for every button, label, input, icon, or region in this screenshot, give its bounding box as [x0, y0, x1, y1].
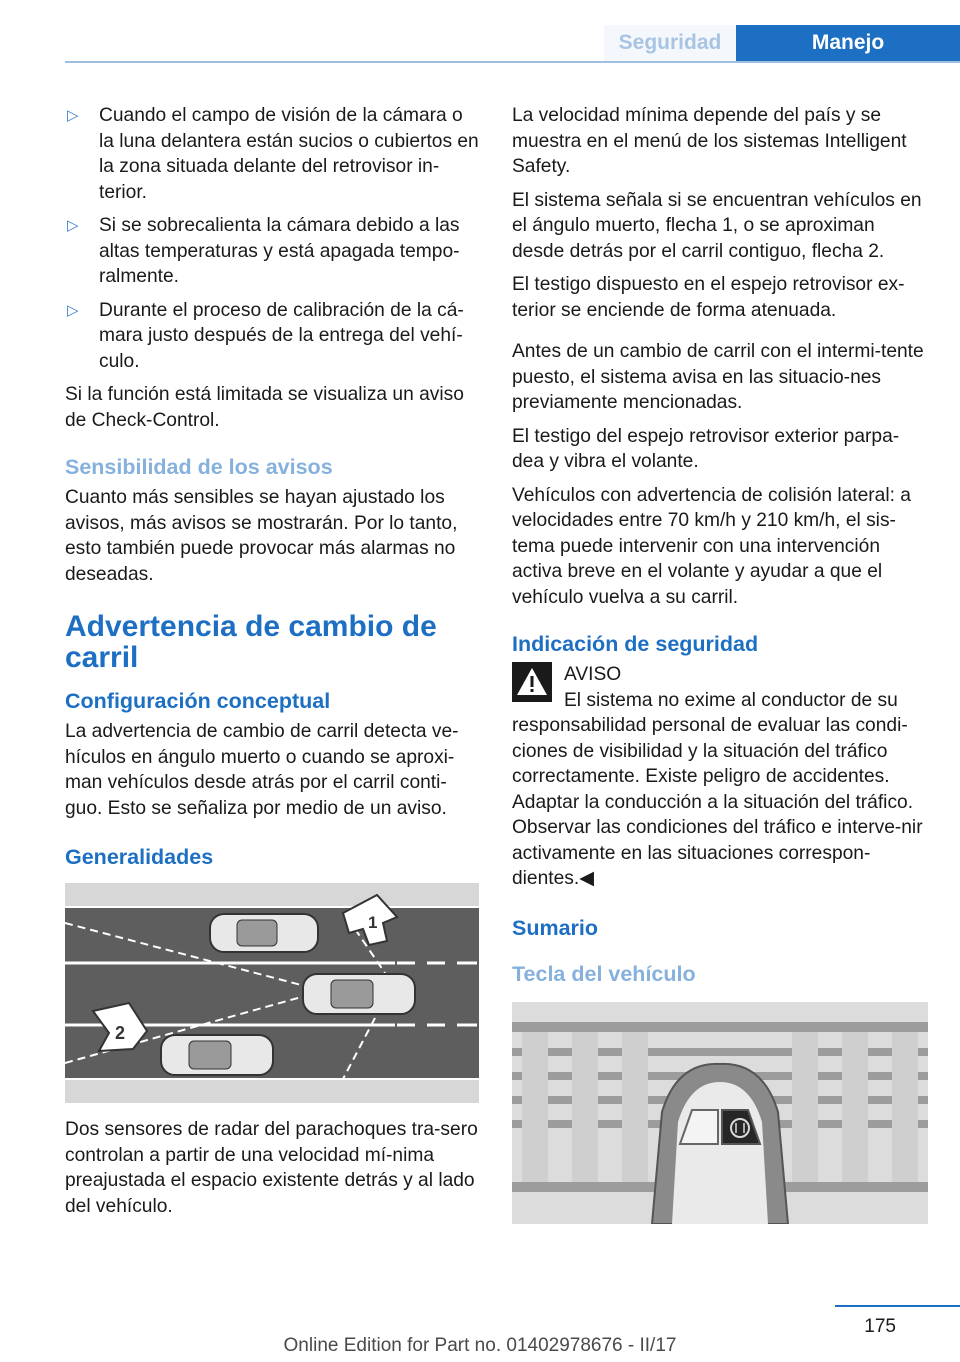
radar-text: Dos sensores de radar del parachoques tra‐sero controlan a partir de una velocidad mí‐nima preajustada el espacio existente detrás y al lado del vehículo. [65, 1119, 478, 1217]
triangle-bullet-icon: ▷ [67, 217, 79, 234]
arrow-2-label: 2 [115, 1023, 126, 1043]
list-item [65, 103, 479, 205]
footer-divider [835, 1305, 960, 1307]
warning-text-first: El sistema no exime al conductor de su [564, 689, 898, 711]
arrow-1-label: 1 [368, 913, 378, 932]
triangle-bullet-icon: ▷ [67, 301, 79, 319]
lane-change-diagram [65, 883, 479, 1103]
paragraph: El testigo del espejo retrovisor exterior parpa‐dea y vibra el volante. [512, 425, 900, 472]
car-icon [210, 914, 318, 952]
bullet-text: Si se sobrecalienta la cámara debido a las altas temperaturas y está apagada tempo‐ralmente. [99, 215, 460, 287]
bullet-text: Cuando el campo de visión de la cámara o la luna delantera están sucios o cubiertos en la zona situada delante del retrovisor in‐terior. [99, 105, 479, 203]
edition-footer: Online Edition for Part no. 01402978676 - II/17 [283, 1335, 677, 1356]
list-item [65, 298, 479, 375]
header-divider [65, 61, 960, 63]
left-column [65, 103, 479, 1227]
warning-text: responsabilidad personal de evaluar las condi‐ciones de visibilidad y la situación del tráfico correctamente. Existe peligro de accidentes. Adaptar la conducción a la situación del tráfico. Observar las condiciones del tráfico e interve‐nir activamente en las situaciones correspon‐dientes.◀ [512, 715, 923, 889]
bullet-text: Durante el proceso de calibración de la cá‐mara justo después de la entrega del vehí‐culo. [99, 299, 464, 372]
tab-seguridad[interactable]: Seguridad [604, 25, 736, 61]
paragraph: Vehículos con advertencia de colisión lateral: a velocidades entre 70 km/h y 210 km/h, el sis‐tema puede intervenir con una intervención activa breve en el volante y ayudar a que el vehículo vuelva a su carril. [512, 484, 911, 608]
paragraph: El sistema señala si se encuentran vehículos en el ángulo muerto, flecha 1, o se aproximan desde detrás por el carril contiguo, flecha 2. [512, 189, 922, 262]
car-icon [161, 1035, 273, 1075]
paragraph: Antes de un cambio de carril con el intermi‐tente puesto, el sistema avisa en las situacio‐nes previamente mencionadas. [512, 341, 924, 413]
triangle-bullet-icon: ▷ [67, 107, 79, 124]
sensitivity-text: Cuanto más sensibles se hayan ajustado los avisos, más avisos se mostrarán. Por lo tanto, esto también puede provocar más alarmas no deseadas. [65, 487, 458, 585]
list-item [65, 213, 479, 290]
concept-text: La advertencia de cambio de carril detecta ve‐hículos en ángulo muerto o cuando se aproxi‐man vehículos desde atrás por el carril conti‐guo. Esto se señaliza por medio de un aviso. [65, 721, 459, 819]
general-heading: Generalidades [65, 845, 214, 869]
sensitivity-heading: Sensibilidad de los avisos [65, 455, 333, 479]
summary-heading: Sumario [512, 915, 599, 940]
header-tabs [604, 25, 960, 61]
tab-manejo[interactable]: Manejo [736, 25, 960, 61]
section-title: Advertencia de cambio de carril [65, 610, 437, 674]
warning-box [512, 662, 924, 713]
right-column [512, 103, 924, 1224]
page-number: 175 [864, 1316, 896, 1337]
safety-heading: Indicación de seguridad [512, 632, 759, 656]
button-heading: Tecla del vehículo [512, 961, 696, 986]
concept-heading: Configuración conceptual [65, 689, 331, 713]
paragraph: La velocidad mínima depende del país y se muestra en el menú de los sistemas Intelligent Safety. [512, 105, 907, 177]
vehicle-button-photo [512, 1002, 928, 1224]
limited-notice: Si la función está limitada se visualiza un aviso de Check-Control. [65, 384, 464, 431]
paragraph: El testigo dispuesto en el espejo retrovisor ex‐terior se enciende de forma atenuada. [512, 274, 905, 321]
warning-triangle-icon [512, 662, 552, 702]
car-icon [303, 974, 415, 1014]
warning-title: AVISO [564, 664, 622, 685]
